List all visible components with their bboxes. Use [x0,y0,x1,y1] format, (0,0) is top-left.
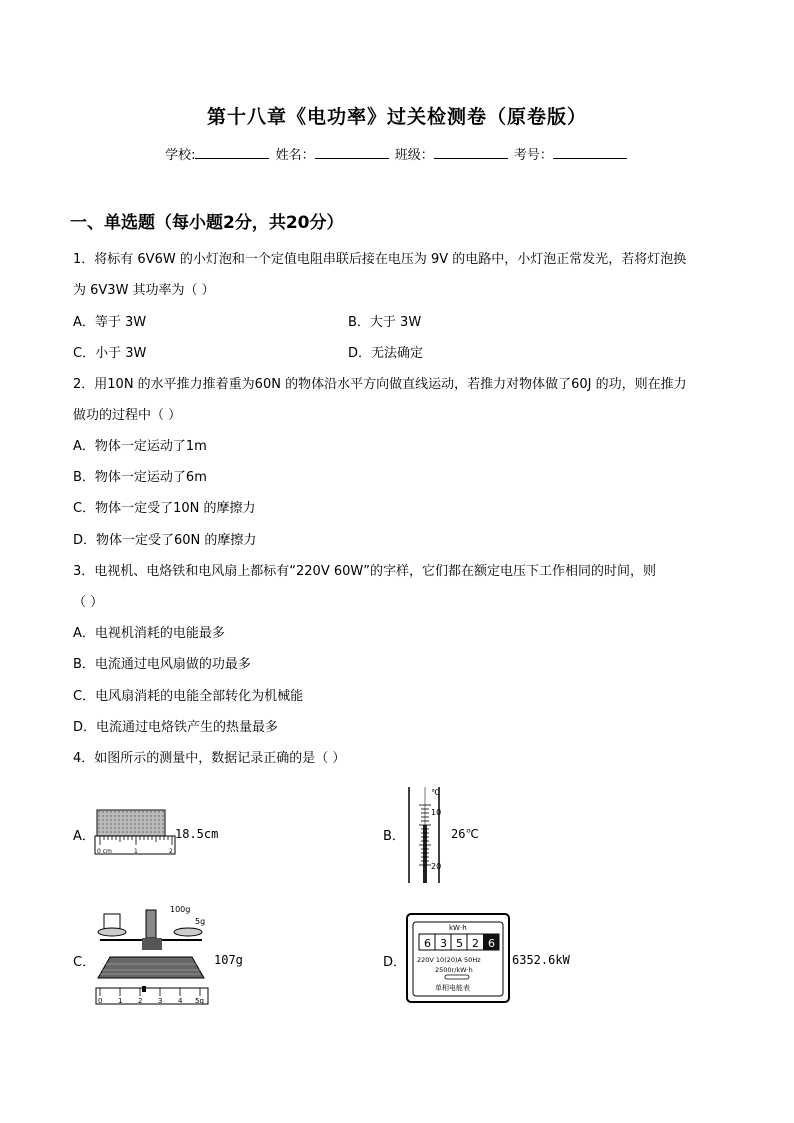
ruler-tick-2: 2 [169,848,173,855]
q4-option-c-value: 107g [214,953,243,967]
q3-stem-line2: （ ） [73,595,104,610]
thermo-tick-10: 10 [431,808,442,817]
q2-stem-line2: 做功的过程中（ ） [73,408,182,423]
balance-tick-5: 5g [195,997,204,1005]
name-blank[interactable] [315,146,389,159]
section-heading: 一、单选题（每小题2分，共20分） [70,213,344,233]
q1-stem-line1: 1．将标有 6V6W 的小灯泡和一个定值电阻串联后接在电压为 9V 的电路中，小灯泡正常发光，若将灯泡换 [73,252,687,267]
balance-tick-3: 3 [158,997,163,1005]
weight-100g: 100g [170,905,191,914]
meter-name: 单相电能表 [435,984,470,992]
electricity-meter-figure [405,912,511,1004]
q4-stem: 4．如图所示的测量中，数据记录正确的是（ ） [73,751,346,766]
q4-option-a-label[interactable]: A． [73,829,95,844]
meter-unit: kW·h [449,924,467,932]
student-info [0,144,794,163]
q3-option-b[interactable]: B．电流通过电风扇做的功最多 [73,657,251,672]
q1-stem-line2: 为 6V3W 其功率为（ ） [73,283,215,298]
balance-tick-0: 0 [98,997,103,1005]
balance-tick-4: 4 [178,997,183,1005]
q2-option-a[interactable]: A．物体一定运动了1m [73,439,207,454]
q3-stem-line1: 3．电视机、电烙铁和电风扇上都标有“220V 60W”的字样，它们都在额定电压下工作相同的时间，则 [73,564,656,579]
page-title: 第十八章《电功率》过关检测卷（原卷版） [206,106,587,128]
q1-option-a[interactable]: A．等于 3W [73,315,147,330]
q3-option-c[interactable]: C．电风扇消耗的电能全部转化为机械能 [73,689,304,704]
balance-figure [92,902,212,1014]
q4-option-c-label[interactable]: C． [73,955,96,970]
school-blank[interactable] [195,146,269,159]
thermometer-figure [405,785,455,885]
name-label: 姓名： [275,148,315,163]
weight-5g: 5g [195,917,206,926]
meter-spec-2: 2500r/kW·h [435,966,473,974]
q1-option-b[interactable]: B．大于 3W [348,315,422,330]
class-blank[interactable] [434,146,508,159]
meter-digit-1: 6 [424,937,431,950]
q1-option-c[interactable]: C．小于 3W [73,346,147,361]
number-blank[interactable] [553,146,627,159]
q4-option-d-value: 6352.6kW [512,953,570,967]
meter-digit-4: 2 [472,937,479,950]
ruler-tick-1: 1 [134,848,138,855]
ruler-tick-0: 0 cm [97,848,112,855]
meter-digit-5: 6 [488,937,495,950]
thermo-unit: ℃ [431,788,440,797]
q4-option-b-value: 26℃ [451,827,479,841]
number-label: 考号： [513,148,553,163]
balance-tick-1: 1 [118,997,123,1005]
thermo-tick-20: 20 [431,862,442,871]
q1-option-d[interactable]: D．无法确定 [348,346,424,361]
balance-tick-2: 2 [138,997,143,1005]
q2-stem-line1: 2．用10N 的水平推力推着重为60N 的物体沿水平方向做直线运动，若推力对物体做了60J 的功，则在推力 [73,377,687,392]
meter-spec-1: 220V 10(20)A 50Hz [417,956,481,964]
meter-digit-2: 3 [440,937,447,950]
q2-option-b[interactable]: B．物体一定运动了6m [73,470,207,485]
q4-option-d-label[interactable]: D． [383,955,407,970]
q4-option-a-value: 18.5cm [175,827,219,841]
school-label: 学校: [165,148,196,163]
q2-option-c[interactable]: C．物体一定受了10N 的摩擦力 [73,501,256,516]
q3-option-a[interactable]: A．电视机消耗的电能最多 [73,626,225,641]
q2-option-d[interactable]: D．物体一定受了60N 的摩擦力 [73,533,257,548]
meter-digit-3: 5 [456,937,463,950]
q3-option-d[interactable]: D．电流通过电烙铁产生的热量最多 [73,720,279,735]
ruler-figure [94,807,178,857]
q4-option-b-label[interactable]: B． [383,829,405,844]
class-label: 班级： [394,148,434,163]
